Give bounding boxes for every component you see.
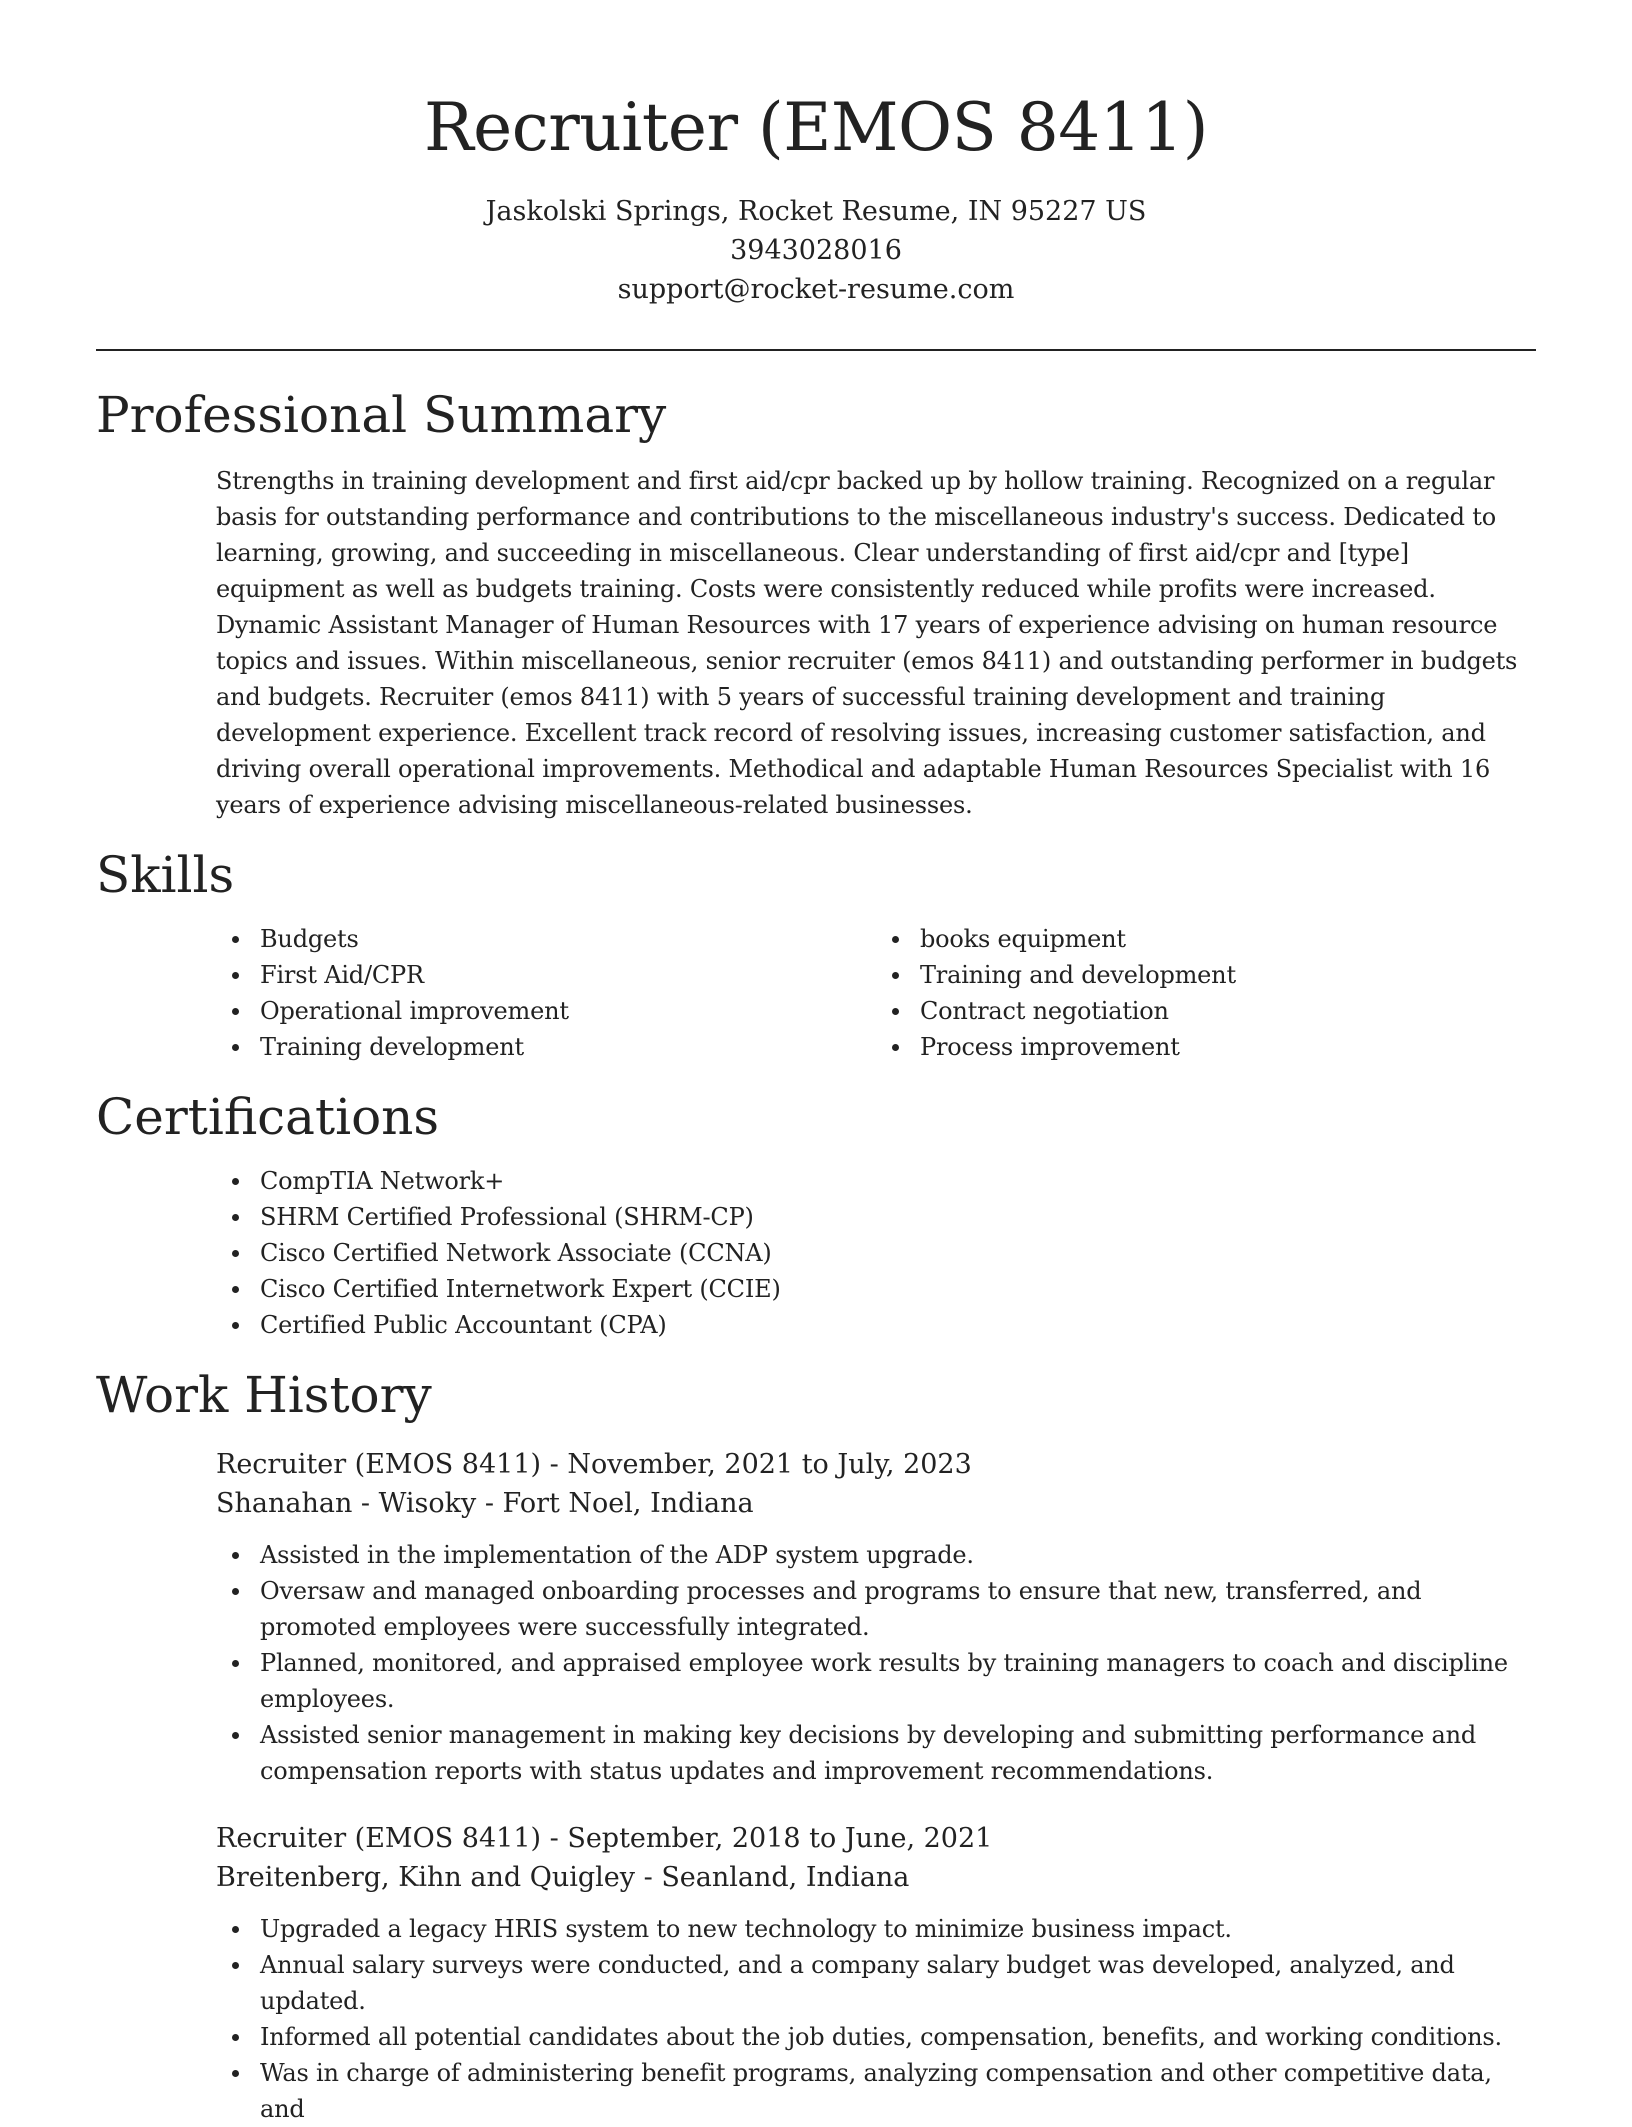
section-heading-skills: Skills (96, 846, 235, 904)
skill-item: Contract negotiation (920, 993, 1536, 1029)
skills-section (96, 845, 1536, 1065)
certifications-section (96, 1087, 1536, 1343)
job-bullet: Upgraded a legacy HRIS system to new technology to minimize business impact. (260, 1911, 1536, 1947)
contact-phone: 3943028016 (730, 235, 902, 266)
skill-item: books equipment (920, 921, 1536, 957)
header-divider (96, 349, 1536, 351)
skills-column-right (876, 921, 1536, 1065)
skills-grid (216, 921, 1536, 1065)
job-bullet: Annual salary surveys were conducted, and a company salary budget was developed, analyzed, and updated. (260, 1947, 1536, 2019)
summary-text: Strengths in training development and first aid/cpr backed up by hollow training. Recognized on a regular basis for outstanding performance and contributions to the miscellaneous industry's success. Dedicated to learning, growing, and succeeding in miscellaneous. Clear understanding of first aid/cpr and [type] equipment as well as budgets training. Costs were consistently reduced while profits were increased. Dynamic Assistant Manager of Human Resources with 17 years of experience advising on human resource topics and issues. Within miscellaneous, senior recruiter (emos 8411) and outstanding performer in budgets and budgets. Recruiter (emos 8411) with 5 years of successful training development and training development experience. Excellent track record of resolving issues, increasing customer satisfaction, and driving overall operational improvements. Methodical and adaptable Human Resources Specialist with 16 years of experience advising miscellaneous-related businesses. (216, 467, 1518, 819)
job-bullet: Assisted in the implementation of the ADP system upgrade. (260, 1537, 1536, 1573)
job-title-line: Recruiter (EMOS 8411) - September, 2018 to June, 2021 (216, 1823, 993, 1854)
job-bullet-list (216, 1911, 1536, 2127)
section-heading-summary: Professional Summary (96, 386, 667, 444)
certification-item: SHRM Certified Professional (SHRM-CP) (260, 1199, 1536, 1235)
skills-column-left (216, 921, 876, 1065)
skill-item: Training and development (920, 957, 1536, 993)
work-history-section (96, 1365, 1536, 2127)
contact-address: Jaskolski Springs, Rocket Resume, IN 95227 US (485, 196, 1147, 227)
job-bullet: Oversaw and managed onboarding processes and programs to ensure that new, transferred, and promoted employees were successfully integrated. (260, 1573, 1536, 1645)
contact-email: support@rocket-resume.com (617, 274, 1015, 305)
job-bullet: Informed all potential candidates about the job duties, compensation, benefits, and working conditions. (260, 2019, 1536, 2055)
certification-item: CompTIA Network+ (260, 1163, 1536, 1199)
contact-block (96, 192, 1536, 309)
professional-summary-section (96, 385, 1536, 823)
resume-page (96, 0, 1536, 2127)
job-entry (216, 1819, 1536, 2127)
job-bullet: Was in charge of administering benefit programs, analyzing compensation and other competitive data, and (260, 2055, 1536, 2127)
resume-title: Recruiter (EMOS 8411) (423, 89, 1208, 166)
skill-item: Process improvement (920, 1029, 1536, 1065)
section-heading-certifications: Certifications (96, 1088, 440, 1146)
job-title-line: Recruiter (EMOS 8411) - November, 2021 to July, 2023 (216, 1449, 972, 1480)
certifications-list (216, 1163, 1536, 1343)
skill-item: Budgets (260, 921, 876, 957)
job-bullet: Assisted senior management in making key decisions by developing and submitting performance and compensation reports with status updates and improvement recommendations. (260, 1717, 1536, 1789)
job-bullet-list (216, 1537, 1536, 1789)
certification-item: Certified Public Accountant (CPA) (260, 1307, 1536, 1343)
job-company-line: Shanahan - Wisoky - Fort Noel, Indiana (216, 1488, 754, 1519)
certification-item: Cisco Certified Internetwork Expert (CCIE) (260, 1271, 1536, 1307)
certification-item: Cisco Certified Network Associate (CCNA) (260, 1235, 1536, 1271)
job-entry (216, 1445, 1536, 1789)
skill-item: First Aid/CPR (260, 957, 876, 993)
skill-item: Training development (260, 1029, 876, 1065)
skill-item: Operational improvement (260, 993, 876, 1029)
section-heading-work-history: Work History (96, 1366, 432, 1424)
job-company-line: Breitenberg, Kihn and Quigley - Seanland, Indiana (216, 1862, 910, 1893)
job-bullet: Planned, monitored, and appraised employee work results by training managers to coach and discipline employees. (260, 1645, 1536, 1717)
